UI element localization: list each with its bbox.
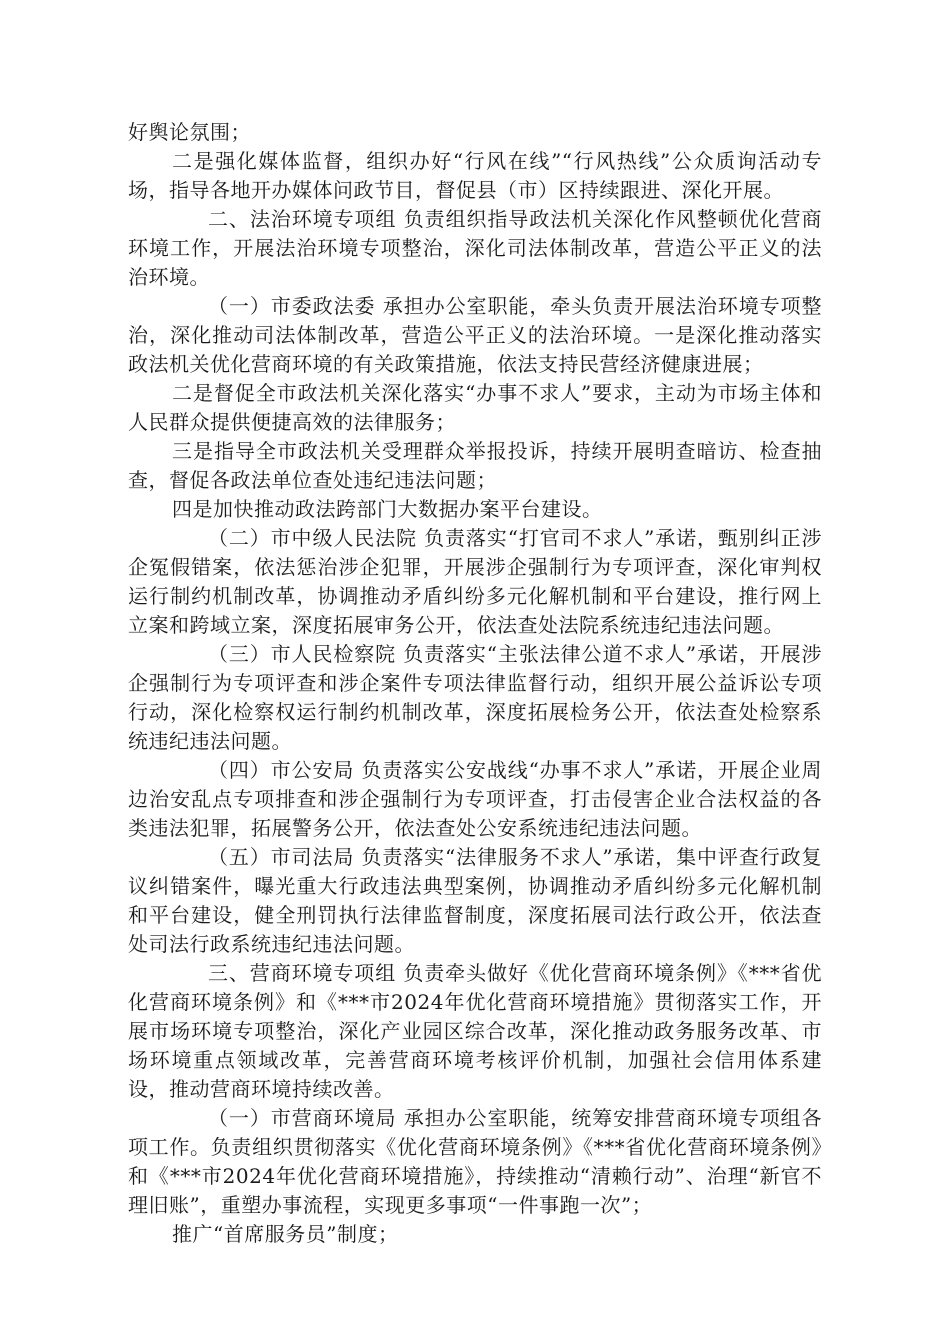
paragraph-12: 三、营商环境专项组 负责牵头做好《优化营商环境条例》《***省优化营商环境条例》和《***市2024年优化营商环境措施》贯彻落实工作，开展市场环境专项整治，深化产业园区综合改革，深化推动政务服务改革、市场环境重点领域改革，完善营商环境考核评价机制，加强社会信用体系建设，推动营商环境持续改善。 <box>128 961 822 1101</box>
paragraph-5: 二是督促全市政法机关深化落实“办事不求人”要求，主动为市场主体和人民群众提供便捷高效的法律服务； <box>128 381 822 434</box>
paragraph-13: （一）市营商环境局 承担办公室职能，统筹安排营商环境专项组各项工作。负责组织贯彻落实《优化营商环境条例》《***省优化营商环境条例》和《***市2024年优化营商环境措施》，持续推动“清赖行动”、治理“新官不理旧账”，重塑办事流程，实现更多事项“一件事跑一次”； <box>128 1106 822 1217</box>
paragraph-6: 三是指导全市政法机关受理群众举报投诉，持续开展明查暗访、检查抽查，督促各政法单位查处违纪违法问题； <box>128 439 822 492</box>
paragraph-9: （三）市人民检察院 负责落实“主张法律公道不求人”承诺，开展涉企强制行为专项评查和涉企案件专项法律监督行动，组织开展公益诉讼专项行动，深化检察权运行制约机制改革，深度拓展检务公开，依法查处检察系统违纪违法问题。 <box>128 642 822 753</box>
paragraph-10: （四）市公安局 负责落实公安战线“办事不求人”承诺，开展企业周边治安乱点专项排查和涉企强制行为专项评查，打击侵害企业合法权益的各类违法犯罪，拓展警务公开，依法查处公安系统违纪违法问题。 <box>128 758 822 840</box>
paragraph-1: 好舆论氛围； <box>128 120 251 144</box>
paragraph-3: 二、法治环境专项组 负责组织指导政法机关深化作风整顿优化营商环境工作，开展法治环境专项整治，深化司法体制改革，营造公平正义的法治环境。 <box>128 207 822 289</box>
paragraph-2: 二是强化媒体监督，组织办好“行风在线”“行风热线”公众质询活动专场，指导各地开办媒体问政节目，督促县（市）区持续跟进、深化开展。 <box>128 149 822 202</box>
paragraph-11: （五）市司法局 负责落实“法律服务不求人”承诺，集中评查行政复议纠错案件，曝光重大行政违法典型案例，协调推动矛盾纠纷多元化解机制和平台建设，健全刑罚执行法律监督制度，深度拓展司法行政公开，依法查处司法行政系统违纪违法问题。 <box>128 845 822 956</box>
paragraph-8: （二）市中级人民法院 负责落实“打官司不求人”承诺，甄别纠正涉企冤假错案，依法惩治涉企犯罪，开展涉企强制行为专项评查，深化审判权运行制约机制改革，协调推动矛盾纠纷多元化解机制和平台建设，推行网上立案和跨域立案，深度拓展审务公开，依法查处法院系统违纪违法问题。 <box>128 526 822 637</box>
paragraph-14: 推广“首席服务员”制度； <box>172 1222 399 1246</box>
paragraph-4: （一）市委政法委 承担办公室职能，牵头负责开展法治环境专项整治，深化推动司法体制改革，营造公平正义的法治环境。一是深化推动落实政法机关优化营商环境的有关政策措施，依法支持民营经济健康进展； <box>128 294 822 376</box>
document-body <box>128 118 822 1249</box>
paragraph-7: 四是加快推动政法跨部门大数据办案平台建设。 <box>172 497 603 521</box>
